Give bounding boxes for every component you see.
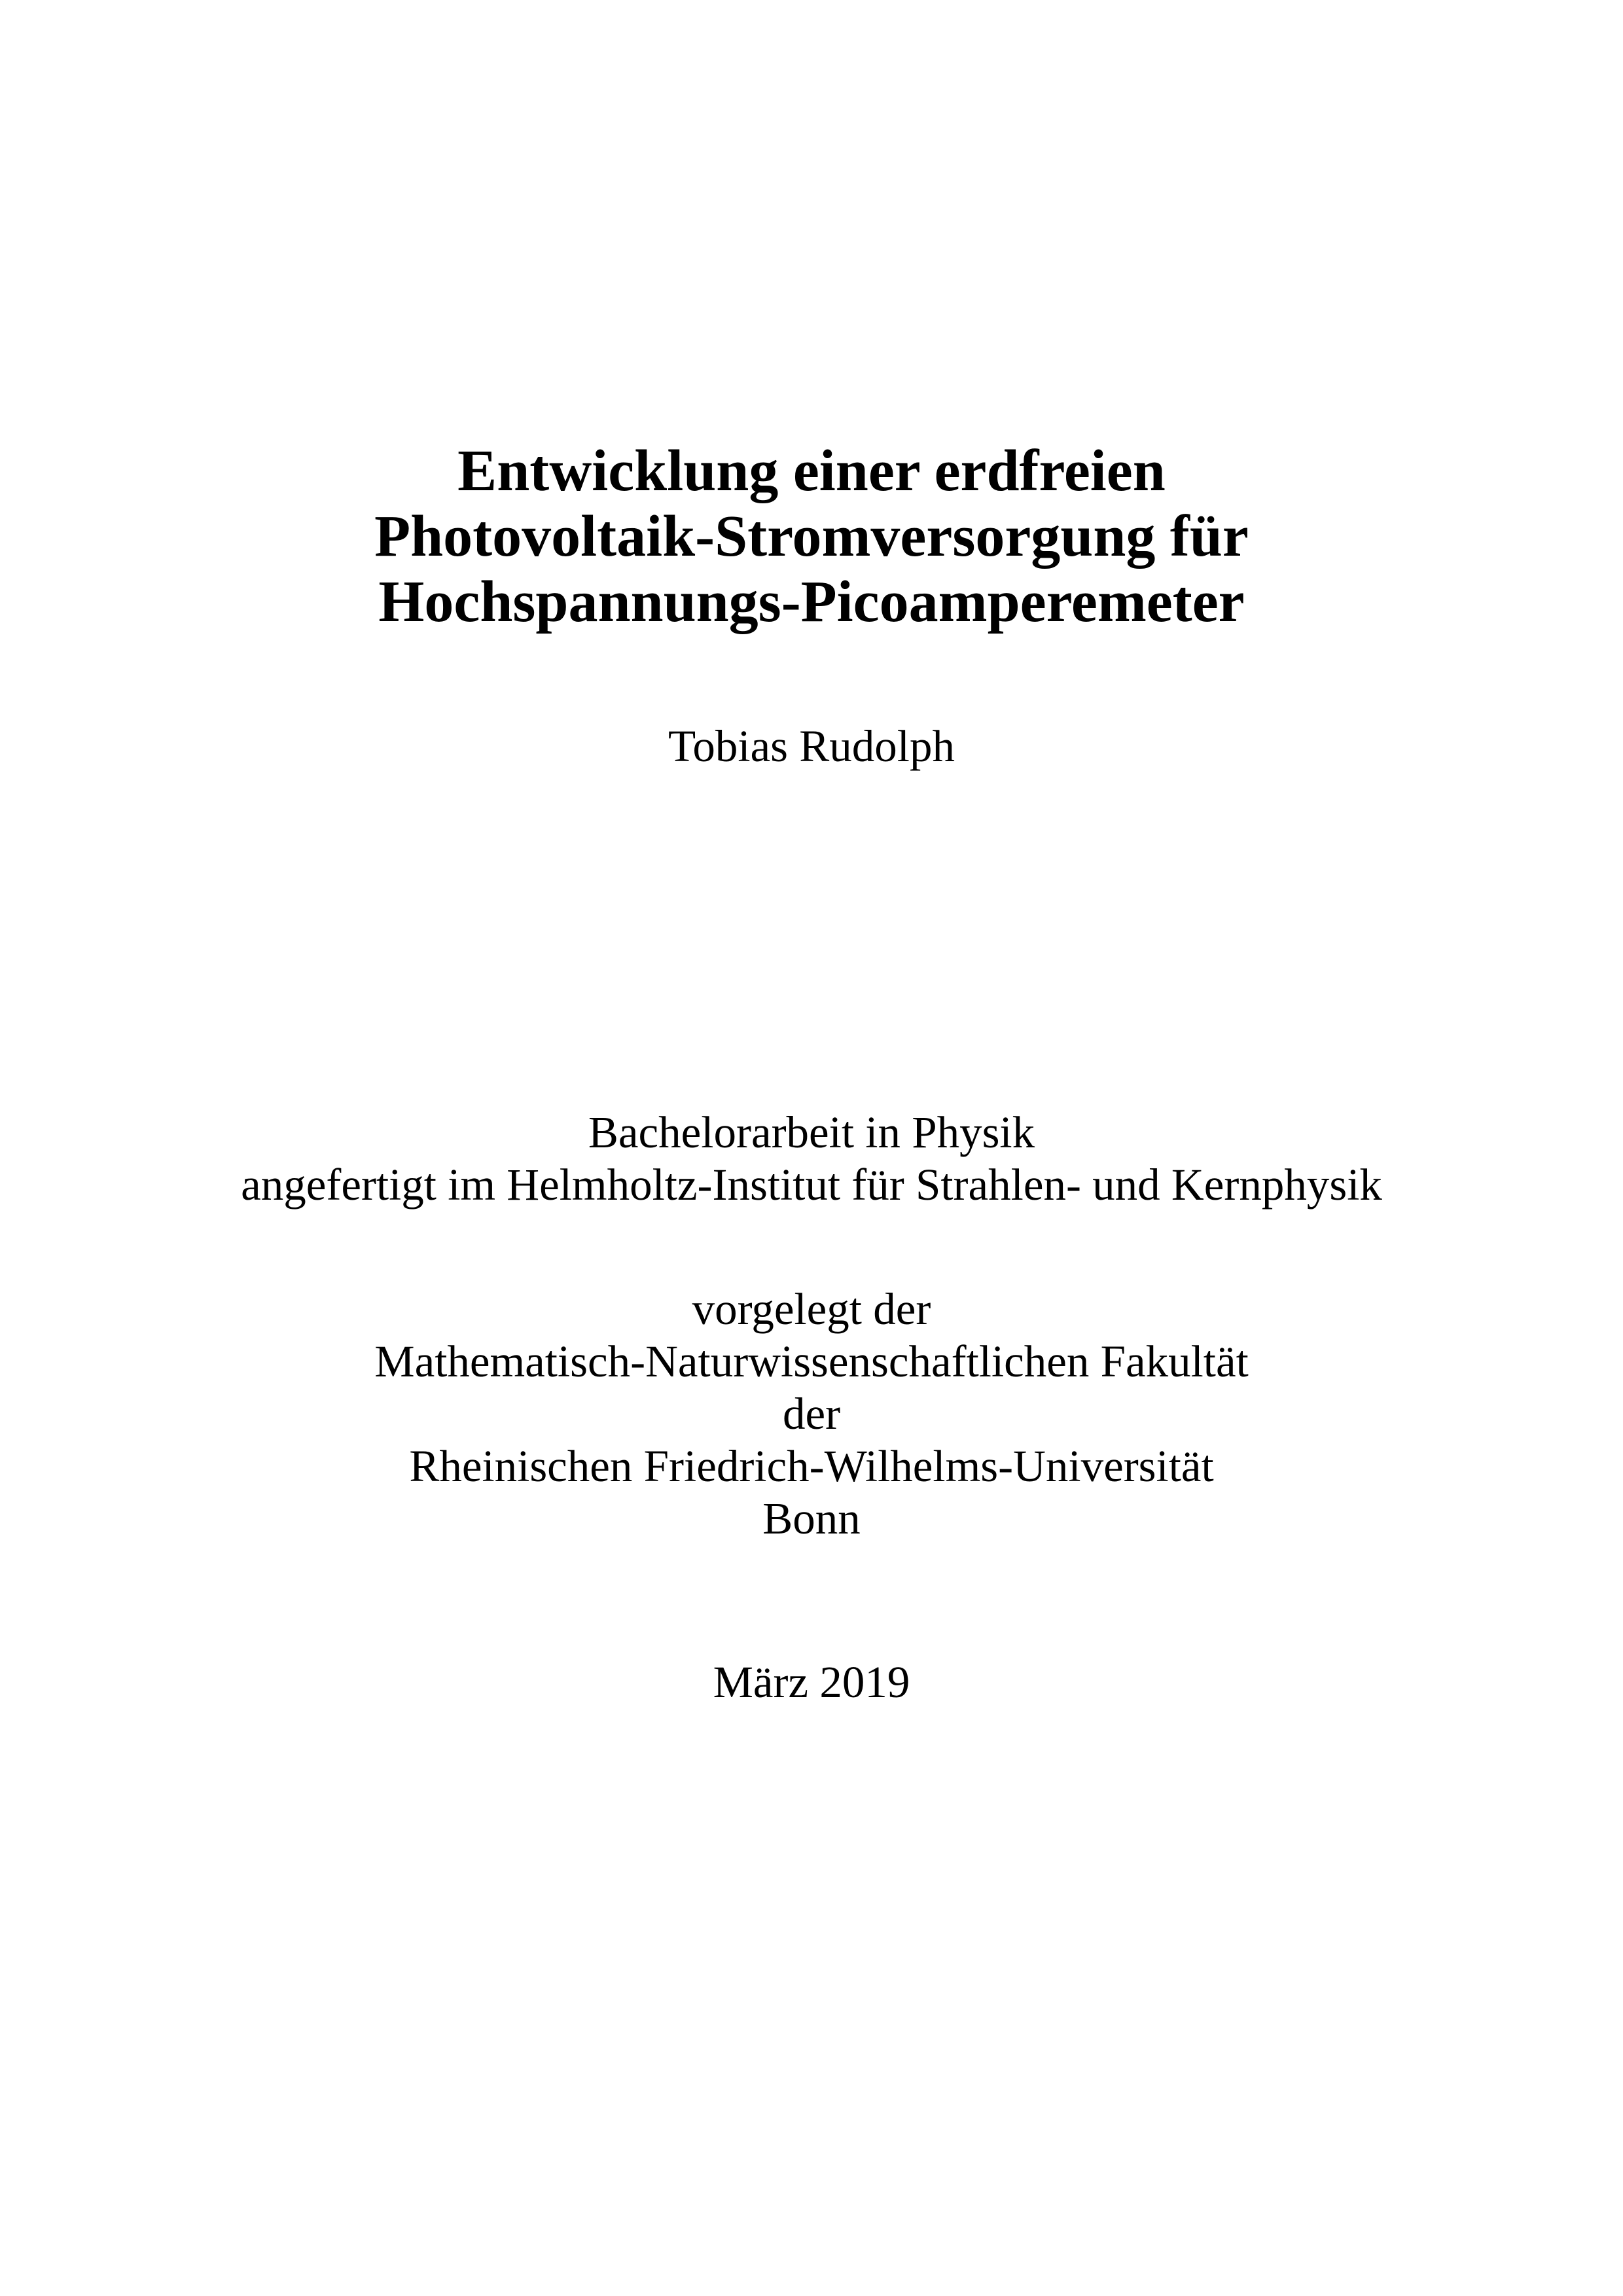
author-name: Tobias Rudolph	[668, 721, 955, 771]
submission-line-3: der	[782, 1389, 841, 1439]
submission-university: Rheinischen Friedrich-Wilhelms-Universität	[409, 1441, 1214, 1491]
thesis-type: Bachelorarbeit in Physik	[588, 1107, 1035, 1157]
thesis-institute: angefertigt im Helmholtz-Institut für Strahlen- und Kernphysik	[241, 1160, 1382, 1210]
thesis-description	[0, 1106, 1623, 1211]
submission-date: März 2019	[713, 1657, 910, 1707]
thesis-title	[0, 439, 1623, 635]
submission-line-1: vorgelegt der	[692, 1284, 931, 1334]
submission-info	[0, 1283, 1623, 1545]
title-line-1: Entwicklung einer erdfreien	[457, 439, 1166, 503]
title-line-3: Hochspannungs-Picoamperemeter	[378, 569, 1245, 634]
submission-faculty: Mathematisch-Naturwissenschaftlichen Fakultät	[374, 1336, 1249, 1386]
title-line-2: Photovoltaik-Stromversorgung für	[374, 504, 1249, 569]
submission-city: Bonn	[762, 1494, 861, 1543]
